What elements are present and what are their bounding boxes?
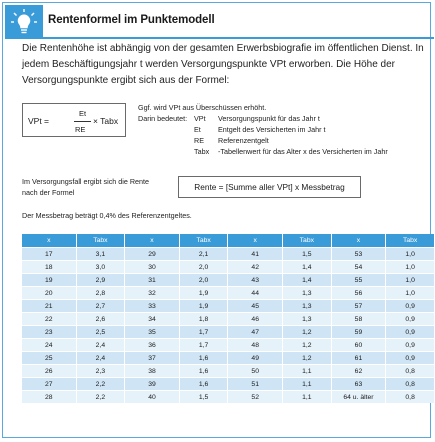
age-cell: 58	[331, 313, 386, 326]
age-cell: 22	[22, 313, 76, 326]
age-cell: 52	[228, 391, 283, 404]
age-cell: 63	[331, 378, 386, 391]
formula-denominator: RE	[75, 125, 86, 134]
tab-value-cell: 1,9	[179, 287, 228, 300]
tab-value-cell: 0,9	[386, 326, 435, 339]
tab-value-cell: 2,6	[76, 313, 125, 326]
age-cell: 56	[331, 287, 386, 300]
age-cell: 36	[125, 339, 180, 352]
tab-value-cell: 3,0	[76, 261, 125, 274]
term-symbol: Tabx	[194, 147, 210, 156]
tab-value-cell: 1,5	[179, 391, 228, 404]
tab-value-cell: 2,9	[76, 274, 125, 287]
table-row	[22, 274, 435, 287]
tab-value-cell: 1,6	[179, 352, 228, 365]
age-cell: 19	[22, 274, 76, 287]
tab-value-cell: 0,9	[386, 300, 435, 313]
age-cell: 46	[228, 313, 283, 326]
tab-value-cell: 2,0	[179, 274, 228, 287]
formula-box	[22, 103, 126, 137]
tab-value-cell: 1,0	[386, 274, 435, 287]
tab-value-cell: 2,3	[76, 365, 125, 378]
tab-value-cell: 1,0	[386, 248, 435, 261]
tab-value-cell: 1,7	[179, 339, 228, 352]
term-description: -Tabellenwert für das Alter x des Versicherten im Jahr	[218, 147, 388, 156]
tab-value-cell: 1,2	[282, 352, 331, 365]
age-cell: 48	[228, 339, 283, 352]
age-cell: 32	[125, 287, 180, 300]
table-row	[22, 287, 435, 300]
column-header-age: x	[331, 234, 386, 248]
term-symbol: Et	[194, 125, 201, 134]
formula-numerator: Et	[79, 109, 87, 118]
tab-value-cell: 1,1	[282, 391, 331, 404]
term-description: Entgelt des Versicherten im Jahr t	[218, 125, 326, 134]
table-row	[22, 391, 435, 404]
table-row	[22, 248, 435, 261]
column-header-tab: Tabx	[76, 234, 125, 248]
tab-value-cell: 3,1	[76, 248, 125, 261]
age-cell: 25	[22, 352, 76, 365]
title-divider	[43, 37, 434, 39]
table-header-row	[22, 234, 435, 248]
age-cell: 27	[22, 378, 76, 391]
age-cell: 30	[125, 261, 180, 274]
age-cell: 60	[331, 339, 386, 352]
age-cell: 57	[331, 300, 386, 313]
table-row	[22, 339, 435, 352]
age-cell: 64 u. älter	[331, 391, 386, 404]
age-cell: 61	[331, 352, 386, 365]
tab-value-cell: 1,3	[282, 313, 331, 326]
table-row	[22, 352, 435, 365]
column-header-tab: Tabx	[282, 234, 331, 248]
tab-value-cell: 2,2	[76, 391, 125, 404]
age-cell: 37	[125, 352, 180, 365]
age-cell: 47	[228, 326, 283, 339]
tab-value-cell: 1,1	[282, 378, 331, 391]
surplus-note: Ggf. wird VPt aus Überschüssen erhöht.	[138, 103, 267, 112]
tab-value-cell: 2,8	[76, 287, 125, 300]
tab-value-cell: 0,8	[386, 391, 435, 404]
measure-note: Der Messbetrag beträgt 0,4% des Referenzentgeltes.	[22, 211, 192, 220]
formula-rhs: × Tabx	[93, 116, 119, 126]
age-cell: 40	[125, 391, 180, 404]
table-row	[22, 300, 435, 313]
column-header-age: x	[228, 234, 283, 248]
term-symbol: VPt	[194, 114, 206, 123]
age-cell: 42	[228, 261, 283, 274]
age-cell: 29	[125, 248, 180, 261]
age-cell: 50	[228, 365, 283, 378]
age-cell: 62	[331, 365, 386, 378]
tab-value-cell: 2,2	[76, 378, 125, 391]
age-cell: 41	[228, 248, 283, 261]
column-header-age: x	[125, 234, 180, 248]
tab-value-cell: 2,5	[76, 326, 125, 339]
tab-value-cell: 1,2	[282, 326, 331, 339]
age-cell: 33	[125, 300, 180, 313]
table-row	[22, 365, 435, 378]
tab-value-cell: 0,9	[386, 313, 435, 326]
page-title: Rentenformel im Punktemodell	[48, 14, 215, 26]
age-cell: 51	[228, 378, 283, 391]
pension-formula-box: Rente = [Summe aller VPt] x Messbetrag	[178, 176, 361, 198]
tab-value-cell: 1,2	[282, 339, 331, 352]
age-cell: 26	[22, 365, 76, 378]
tab-value-cell: 0,9	[386, 339, 435, 352]
term-symbol: RE	[194, 136, 204, 145]
tab-value-cell: 1,1	[282, 365, 331, 378]
age-cell: 44	[228, 287, 283, 300]
tab-value-cell: 1,4	[282, 274, 331, 287]
age-cell: 28	[22, 391, 76, 404]
age-cell: 43	[228, 274, 283, 287]
tab-value-cell: 1,9	[179, 300, 228, 313]
tab-value-cell: 1,5	[282, 248, 331, 261]
age-cell: 35	[125, 326, 180, 339]
column-header-tab: Tabx	[386, 234, 435, 248]
age-cell: 38	[125, 365, 180, 378]
age-cell: 17	[22, 248, 76, 261]
tab-value-cell: 1,0	[386, 287, 435, 300]
term-description: Versorgungspunkt für das Jahr t	[218, 114, 320, 123]
tab-value-cell: 2,4	[76, 339, 125, 352]
term-description: Referenzentgelt	[218, 136, 269, 145]
age-cell: 59	[331, 326, 386, 339]
tab-value-cell: 1,6	[179, 365, 228, 378]
lightbulb-icon	[5, 5, 43, 39]
age-cell: 55	[331, 274, 386, 287]
table-row	[22, 261, 435, 274]
table-row	[22, 378, 435, 391]
tab-value-cell: 1,6	[179, 378, 228, 391]
tab-value-cell: 2,1	[179, 248, 228, 261]
fraction-bar	[74, 121, 91, 122]
age-cell: 31	[125, 274, 180, 287]
tab-value-cell: 2,7	[76, 300, 125, 313]
tab-value-cell: 0,8	[386, 378, 435, 391]
tab-value-cell: 0,8	[386, 365, 435, 378]
age-cell: 20	[22, 287, 76, 300]
table-row	[22, 313, 435, 326]
age-cell: 45	[228, 300, 283, 313]
column-header-age: x	[22, 234, 76, 248]
tab-value-cell: 1,7	[179, 326, 228, 339]
case-text: Im Versorgungsfall ergibt sich die Rente nach der Formel	[22, 177, 150, 197]
age-cell: 34	[125, 313, 180, 326]
meaning-label: Darin bedeutet:	[138, 114, 188, 123]
tab-value-cell: 2,0	[179, 261, 228, 274]
table-row	[22, 326, 435, 339]
tab-value-cell: 1,0	[386, 261, 435, 274]
age-cell: 21	[22, 300, 76, 313]
age-cell: 54	[331, 261, 386, 274]
age-factor-table	[22, 234, 435, 403]
tab-value-cell: 1,4	[282, 261, 331, 274]
age-cell: 23	[22, 326, 76, 339]
age-cell: 18	[22, 261, 76, 274]
tab-value-cell: 2,4	[76, 352, 125, 365]
age-cell: 24	[22, 339, 76, 352]
intro-paragraph: Die Rentenhöhe ist abhängig von der gesamten Erwerbsbiografie im öffentlichen Dienst. In jedem Beschäftigungsjahr t werden Versorgungspunkte VPt erworben. Die Höhe der Versorgungspunkte ergibt sich aus der Formel:	[22, 43, 424, 86]
tab-value-cell: 1,8	[179, 313, 228, 326]
column-header-tab: Tabx	[179, 234, 228, 248]
formula-lhs: VPt =	[28, 116, 50, 126]
tab-value-cell: 1,3	[282, 287, 331, 300]
tab-value-cell: 0,9	[386, 352, 435, 365]
age-cell: 53	[331, 248, 386, 261]
age-cell: 49	[228, 352, 283, 365]
tab-value-cell: 1,3	[282, 300, 331, 313]
age-cell: 39	[125, 378, 180, 391]
